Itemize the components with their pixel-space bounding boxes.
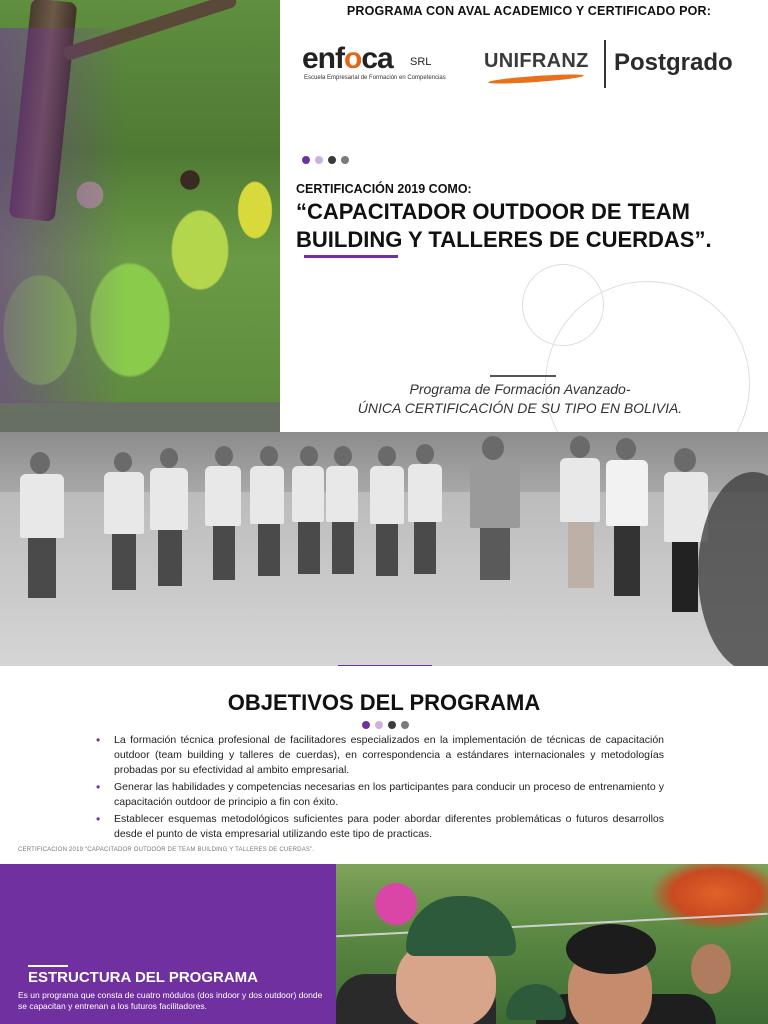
photo-rope-workshop	[336, 864, 768, 1024]
photo-foreground-shadow	[698, 472, 768, 666]
objectives-list	[96, 733, 664, 844]
dot-icon	[341, 156, 349, 164]
unifranz-logo	[482, 36, 732, 92]
cap	[406, 896, 516, 956]
person-face	[691, 944, 731, 994]
aval-heading: PROGRAMA CON AVAL ACADEMICO Y CERTIFICADO POR:	[346, 4, 712, 18]
program-line-1: Programa de Formación Avanzado-	[409, 381, 631, 397]
structure-text: Es un programa que consta de cuatro módulos (dos indoor y dos outdoor) donde se capacitan y entrenan a los futuros facilitadores.	[18, 990, 323, 1011]
rope	[336, 913, 768, 938]
certification-subtitle: CERTIFICACIÓN 2019 COMO:	[296, 182, 472, 196]
photo-team-huddle	[0, 0, 280, 432]
structure-heading: ESTRUCTURA DEL PROGRAMA	[28, 969, 259, 986]
certification-title: “CAPACITADOR OUTDOOR DE TEAM BUILDING Y TALLERES DE CUERDAS”.	[296, 199, 712, 252]
program-description	[340, 380, 700, 418]
dot-icon	[362, 721, 370, 729]
unifranz-wordmark: UNIFRANZ	[484, 50, 589, 72]
dot-icon	[401, 721, 409, 729]
hair	[566, 924, 656, 974]
dot-icon	[315, 156, 323, 164]
objective-item: • Establecer esquemas metodológicos suficientes para poder abordar diferentes problemáticas o futuros desarrollos desde el punto de vista empresarial utilizando este tipo de practicas.	[96, 812, 664, 842]
photo-purple-band	[0, 402, 280, 432]
photo-group-circle	[0, 432, 768, 666]
photo-purple-overlay	[0, 28, 280, 403]
program-line-2: ÚNICA CERTIFICACIÓN DE SU TIPO EN BOLIVIA.	[357, 400, 683, 416]
title-underline	[304, 255, 398, 258]
dot-icon	[328, 156, 336, 164]
unifranz-swoosh-icon	[488, 73, 584, 86]
section-accent-bar	[338, 665, 432, 666]
objective-item: • La formación técnica profesional de facilitadores especializados en la implementación de técnicas de capacitación outdoor (team building y talleres de cuerdas), en correspondencia a estándares internacionales y metodologías probadas por su efectividad al ambito empresarial.	[96, 733, 664, 778]
enfoca-tagline: Escuela Empresarial de Formación en Competencias	[304, 75, 446, 81]
decorative-circle-small	[522, 264, 604, 346]
logo-divider	[604, 40, 606, 88]
objective-item: • Generar las habilidades y competencias necesarias en los participantes para conducir un proceso de entrenamiento y capacitación outdoor de principio a fin con éxito.	[96, 780, 664, 810]
enfoca-logo	[302, 38, 462, 88]
footer-note: CERTIFICACION 2019 “CAPACITADOR OUTDOOR DE TEAM BUILDING Y TALLERES DE CUERDAS”.	[18, 847, 315, 853]
objectives-heading: OBJETIVOS DEL PROGRAMA	[227, 690, 541, 715]
dot-icon	[388, 721, 396, 729]
program-rule	[490, 375, 556, 377]
dot-icon	[375, 721, 383, 729]
cap	[506, 984, 566, 1020]
decorative-dots-top	[302, 156, 349, 164]
dot-icon	[302, 156, 310, 164]
structure-rule	[28, 965, 68, 967]
enfoca-wordmark: enfoca	[302, 42, 393, 75]
postgrado-wordmark: Postgrado	[614, 49, 733, 76]
enfoca-srl: SRL	[410, 56, 432, 68]
decorative-dots-objectives	[362, 721, 409, 729]
